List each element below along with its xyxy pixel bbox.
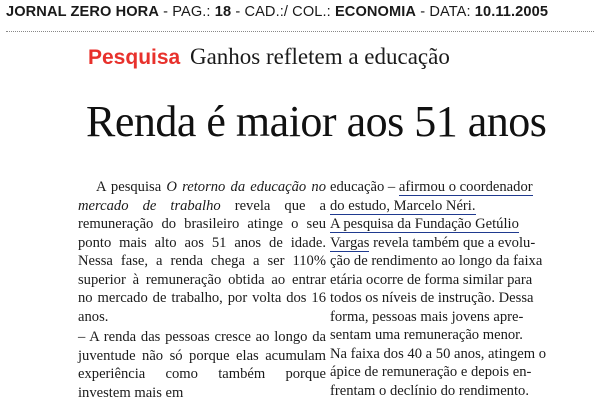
underlined-text: Vargas xyxy=(330,234,370,251)
text-line: todos os níveis de instrução. Dessa xyxy=(330,290,534,306)
study-title: O retorno da educação no mercado de trabalho xyxy=(78,179,326,214)
paragraph-text: A pesquisa xyxy=(96,179,167,195)
line-text: educação – xyxy=(330,179,399,195)
text-line: sentam uma remuneração menor. xyxy=(330,327,523,343)
paragraph: – A renda das pessoas cresce ao longo da juventude não só porque elas acumulam experiência como também porque investem mais em xyxy=(78,329,326,401)
kicker-subtitle: Ganhos refletem a educação xyxy=(189,44,450,69)
text-line xyxy=(330,215,580,234)
article-column-1 xyxy=(78,178,326,402)
article-kicker xyxy=(88,42,450,73)
page-label: PAG.: xyxy=(172,4,215,20)
publication-date: 10.11.2005 xyxy=(474,4,549,20)
newspaper-name: JORNAL ZERO HORA xyxy=(6,4,159,20)
paragraph xyxy=(330,178,580,215)
page-number: 18 xyxy=(214,4,232,20)
text-line: Na faixa dos 40 a 50 anos, atingem o xyxy=(330,345,547,362)
article-column-2 xyxy=(330,178,580,400)
section-name: ECONOMIA xyxy=(334,4,417,20)
line-text: revela também que a evolu- xyxy=(369,234,536,251)
underlined-text: afirmou o coordenador xyxy=(398,179,533,195)
section-label: CAD.:/ COL.: xyxy=(244,4,335,20)
paragraph xyxy=(78,178,326,326)
paragraph xyxy=(330,215,580,400)
separator: - xyxy=(235,4,245,20)
text-line: etária ocorre de forma similar para xyxy=(330,271,533,288)
text-line xyxy=(330,234,580,253)
text-line: frentam o declínio do rendimento. xyxy=(330,382,529,399)
text-line: forma, pessoas mais jovens apre- xyxy=(330,308,524,325)
underlined-text: do estudo, Marcelo Néri. xyxy=(330,197,476,214)
header-divider xyxy=(6,31,594,32)
text-line: ápice de remuneração e depois en- xyxy=(330,364,532,380)
clipping-header xyxy=(6,4,596,26)
article-headline: Renda é maior aos 51 anos xyxy=(86,97,547,146)
text-line xyxy=(330,178,580,197)
separator: - xyxy=(163,4,173,20)
separator: - xyxy=(420,4,430,20)
underlined-text: A pesquisa da Fundação Getúlio xyxy=(330,216,519,232)
date-label: DATA: xyxy=(429,4,475,20)
kicker-tag: Pesquisa xyxy=(88,46,181,69)
paragraph-text: revela que a remuneração do brasileiro atinge o seu ponto mais alto aos 51 anos de idade. Nessa fase, a renda chega a ser 110% superior à remuneração obtida ao entrar no mercado de trabalho, por volta dos 16 anos. xyxy=(78,197,326,325)
text-line xyxy=(330,197,580,216)
text-line: ção de rendimento ao longo da faixa xyxy=(330,253,543,269)
